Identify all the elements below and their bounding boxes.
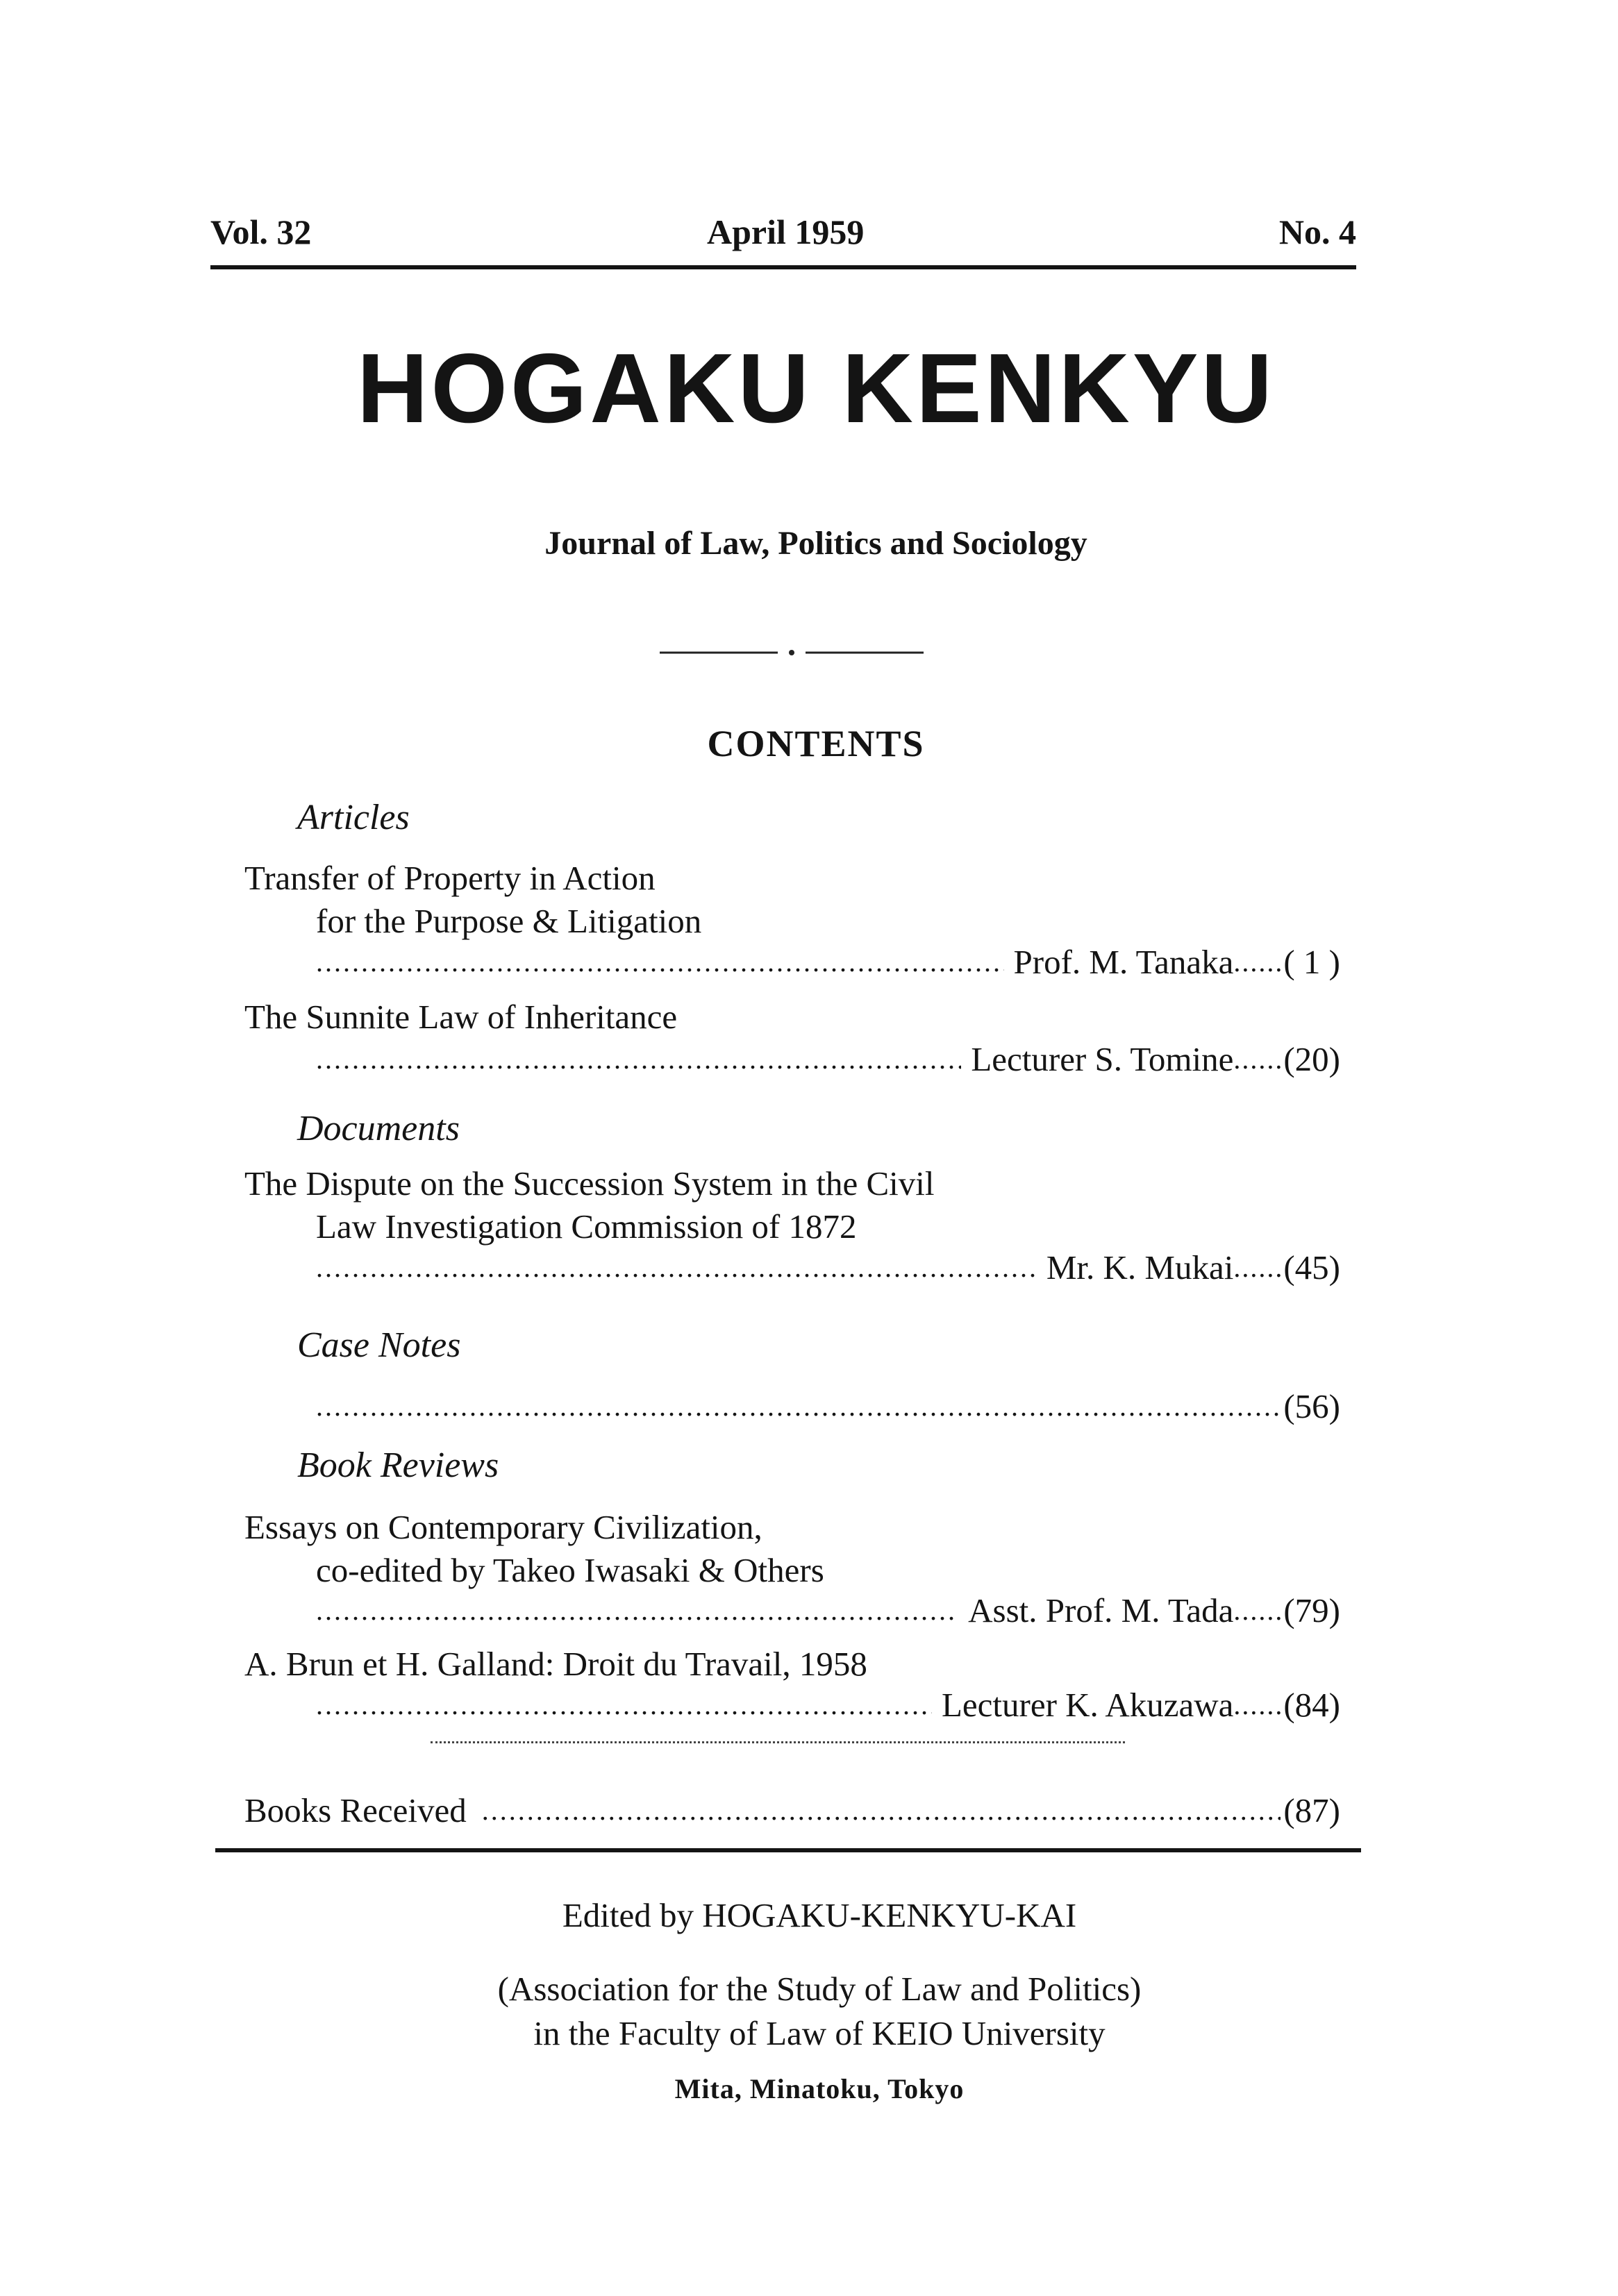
dot-leader — [316, 1597, 958, 1627]
dot-leader — [316, 948, 1004, 979]
toc-entry-title-continued[interactable]: co-edited by Takeo Iwasaki & Others — [316, 1551, 824, 1589]
issue-number: No. 4 — [1278, 212, 1356, 251]
toc-entry-title[interactable]: The Sunnite Law of Inheritance — [244, 998, 678, 1036]
toc-entry-title[interactable]: Essays on Contemporary Civilization, — [244, 1508, 762, 1546]
toc-entry-author: Lecturer S. Tomine — [971, 1040, 1234, 1078]
toc-entry-page[interactable]: (45) — [1283, 1248, 1340, 1287]
section-heading-book-reviews: Book Reviews — [297, 1446, 499, 1485]
section-heading-articles: Articles — [297, 798, 410, 837]
issue-date: April 1959 — [707, 212, 865, 251]
toc-entry-leader-row — [316, 1034, 1340, 1076]
books-received-label[interactable]: Books Received — [244, 1791, 467, 1829]
toc-entry-title-continued[interactable]: Law Investigation Commission of 1872 — [316, 1207, 857, 1246]
toc-entry-author: Mr. K. Mukai — [1046, 1248, 1234, 1287]
imprint-edited-by: Edited by HOGAKU-KENKYU-KAI — [562, 1896, 1077, 1934]
toc-entry-title-continued[interactable]: for the Purpose & Litigation — [316, 902, 702, 940]
toc-entry-leader-row — [316, 1382, 1340, 1423]
dot-leader — [316, 1254, 1037, 1284]
imprint-address: Mita, Minatoku, Tokyo — [674, 2073, 965, 2104]
toc-entry-title[interactable]: A. Brun et H. Galland: Droit du Travail, 1958 — [244, 1645, 867, 1683]
footer-rule — [215, 1848, 1361, 1852]
toc-entry-author: Lecturer K. Akuzawa — [941, 1686, 1234, 1724]
books-received-row — [244, 1786, 1340, 1827]
dot-leader — [316, 1046, 961, 1076]
dot-leader — [482, 1797, 1281, 1827]
dot-leader — [316, 1393, 1281, 1423]
toc-entry-leader-row — [316, 1680, 1340, 1722]
dot-leader-short — [1233, 1046, 1283, 1076]
toc-entry-page[interactable]: (84) — [1283, 1686, 1340, 1724]
imprint-faculty: in the Faculty of Law of KEIO University — [533, 2014, 1106, 2052]
toc-entry-page[interactable]: (79) — [1283, 1591, 1340, 1629]
toc-entry-author: Prof. M. Tanaka — [1013, 943, 1234, 981]
dot-leader-short — [1233, 1254, 1283, 1284]
journal-subtitle: Journal of Law, Politics and Sociology — [544, 525, 1087, 562]
dot-leader — [316, 1691, 932, 1722]
toc-entry-author: Asst. Prof. M. Tada — [968, 1591, 1234, 1629]
dot-leader-short — [1233, 1597, 1283, 1627]
toc-entry-page[interactable]: (56) — [1283, 1387, 1340, 1425]
section-heading-case-notes: Case Notes — [297, 1325, 461, 1365]
imprint-association: (Association for the Study of Law and Politics) — [497, 1970, 1142, 2008]
dot-leader-short — [1233, 1691, 1283, 1722]
toc-entry-page[interactable]: ( 1 ) — [1283, 943, 1340, 981]
dot-leader-short — [1233, 948, 1283, 979]
volume-number: Vol. 32 — [210, 212, 312, 251]
toc-entry-page[interactable]: (20) — [1283, 1040, 1340, 1078]
journal-title: HOGAKU KENKYU — [356, 333, 1276, 444]
books-received-page[interactable]: (87) — [1283, 1791, 1340, 1829]
toc-entry-title[interactable]: Transfer of Property in Action — [244, 859, 656, 897]
section-heading-documents: Documents — [297, 1109, 460, 1148]
toc-entry-leader-row — [316, 937, 1340, 979]
section-separator — [431, 1741, 1125, 1743]
contents-heading: CONTENTS — [707, 723, 925, 764]
toc-entry-title[interactable]: The Dispute on the Succession System in the Civil — [244, 1164, 935, 1203]
toc-entry-leader-row — [316, 1586, 1340, 1627]
toc-entry-leader-row — [316, 1243, 1340, 1287]
